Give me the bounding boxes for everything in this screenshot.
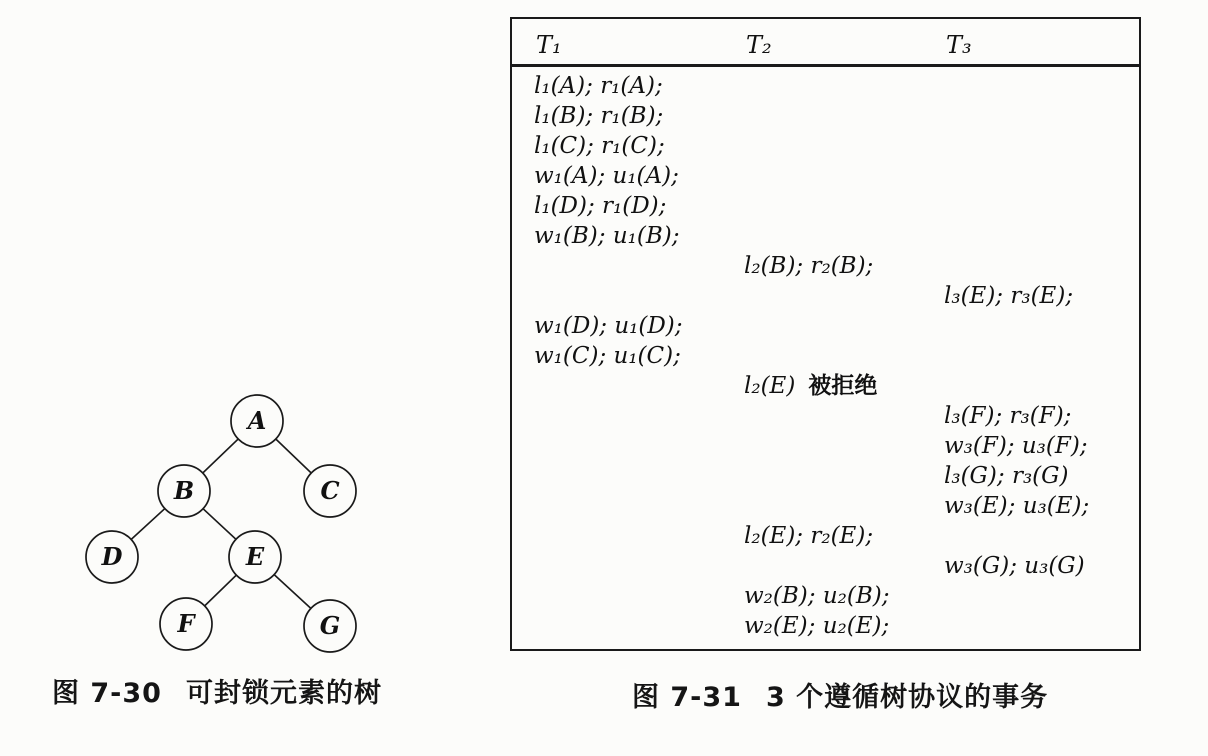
schedule-row [512,221,1139,251]
operation-text: w₃(E); u₃(E); [944,493,1090,519]
tree-node-label-F: F [177,609,195,638]
operation-text: w₁(C); u₁(C); [534,343,681,369]
operation-text: l₃(G); r₃(G) [944,463,1069,489]
operation-text: l₃(F); r₃(F); [944,403,1072,429]
figure-label: 图 7-30 [52,678,162,709]
operation-text: l₃(E); r₃(E); [944,283,1074,309]
lockable-elements-tree-diagram [40,378,420,674]
tree-node-label-D: D [101,542,123,571]
operation-text: w₂(B); u₂(B); [744,583,890,609]
tree-node-label-G: G [319,611,341,640]
operation-text: l₂(B); r₂(B); [744,253,874,279]
schedule-row [512,131,1139,161]
operation-text: w₃(G); u₃(G) [944,553,1085,579]
schedule-row [512,371,1139,401]
schedule-row [512,581,1139,611]
schedule-row [512,521,1139,551]
table-header-row [512,19,1139,67]
table-body [512,67,1139,641]
schedule-row [512,461,1139,491]
schedule-row [512,491,1139,521]
schedule-row [512,401,1139,431]
operation-text: l₁(A); r₁(A); [534,73,663,99]
schedule-row [512,281,1139,311]
column-header-t3: T₃ [946,31,972,59]
schedule-row [512,161,1139,191]
schedule-row [512,191,1139,221]
transactions-schedule-table [510,17,1141,651]
figure-caption-7-30 [52,671,382,710]
operation-text: l₁(B); r₁(B); [534,103,664,129]
column-header-t2: T₂ [746,31,772,59]
schedule-row [512,341,1139,371]
figure-label: 图 7-31 [632,682,742,713]
schedule-row [512,431,1139,461]
operation-text: w₁(D); u₁(D); [534,313,683,339]
schedule-row [512,551,1139,581]
figure-title: 3 个遵循树协议的事务 [765,682,1049,713]
operation-text: w₂(E); u₂(E); [744,613,890,639]
tree-node-label-C: C [320,476,340,505]
operation-text: l₁(D); r₁(D); [534,193,667,219]
column-header-t1: T₁ [536,31,562,59]
schedule-row [512,311,1139,341]
operation-text: w₁(A); u₁(A); [534,163,679,189]
operation-text: w₁(B); u₁(B); [534,223,680,249]
schedule-row [512,71,1139,101]
figure-title: 可封锁元素的树 [185,678,382,709]
schedule-row [512,611,1139,641]
operation-text: l₂(E) [744,373,796,399]
operation-text: w₃(F); u₃(F); [944,433,1088,459]
operation-text: l₂(E); r₂(E); [744,523,874,549]
denied-note: 被拒绝 [808,373,878,399]
schedule-row [512,251,1139,281]
tree-node-label-B: B [173,476,195,505]
schedule-row [512,101,1139,131]
operation-text: l₁(C); r₁(C); [534,133,665,159]
tree-node-label-E: E [245,542,265,571]
figure-caption-7-31 [632,675,1048,714]
tree-node-label-A: A [247,406,267,435]
